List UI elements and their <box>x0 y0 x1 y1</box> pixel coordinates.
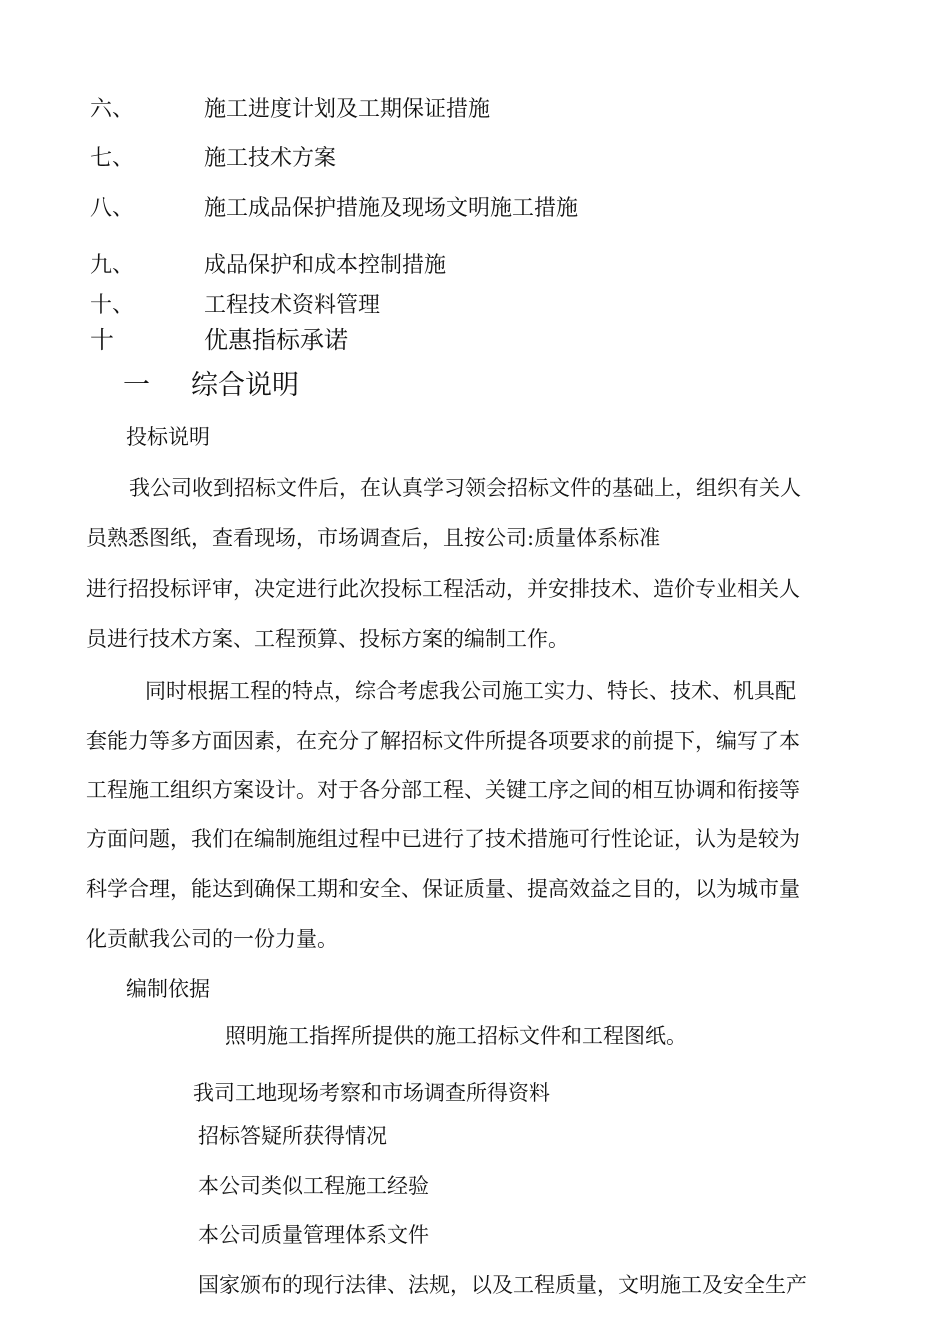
basis-item: 招标答疑所获得情况 <box>198 1124 387 1148</box>
paragraph-line: 工程施工组织方案设计。对于各分部工程、关键工序之间的相互协调和衔接等 <box>86 778 800 802</box>
toc-title: 施工进度计划及工期保证措施 <box>204 97 491 122</box>
toc-title: 优惠指标承诺 <box>204 326 348 354</box>
paragraph-line: 套能力等多方面因素，在充分了解招标文件所提各项要求的前提下，编写了本 <box>86 729 800 753</box>
toc-title: 施工技术方案 <box>204 146 337 171</box>
subheading-basis: 编制依据 <box>126 977 210 1001</box>
basis-item: 国家颁布的现行法律、法规，以及工程质量，文明施工及安全生产 <box>198 1273 807 1297</box>
toc-number: 六、 <box>90 97 135 122</box>
section-number: 一 <box>123 370 150 401</box>
toc-number: 十、 <box>90 293 135 318</box>
toc-title: 工程技术资料管理 <box>204 293 381 318</box>
paragraph-line: 科学合理，能达到确保工期和安全、保证质量、提高效益之目的，以为城市量 <box>86 877 800 901</box>
basis-item: 本公司质量管理体系文件 <box>198 1223 429 1247</box>
paragraph-line: 化贡献我公司的一份力量。 <box>86 927 338 951</box>
toc-number: 八、 <box>90 196 135 221</box>
paragraph-line: 我公司收到招标文件后，在认真学习领会招标文件的基础上，组织有关人 <box>129 476 801 500</box>
toc-number: 七、 <box>90 146 135 171</box>
toc-title: 成品保护和成本控制措施 <box>204 253 447 278</box>
toc-number: 九、 <box>90 253 135 278</box>
toc-number: 十 <box>90 326 114 354</box>
paragraph-line: 员熟悉图纸，查看现场，市场调查后，且按公司:质量体系标准 <box>86 526 661 550</box>
paragraph-line: 方面问题，我们在编制施组过程中已进行了技术措施可行性论证，认为是较为 <box>86 827 800 851</box>
subheading-bid-notes: 投标说明 <box>126 425 210 449</box>
basis-item: 本公司类似工程施工经验 <box>198 1174 429 1198</box>
paragraph-line: 同时根据工程的特点，综合考虑我公司施工实力、特长、技术、机具配 <box>145 679 796 703</box>
section-title: 综合说明 <box>191 370 299 401</box>
basis-item: 我司工地现场考察和市场调查所得资料 <box>193 1081 550 1105</box>
paragraph-line: 员进行技术方案、工程预算、投标方案的编制工作。 <box>86 627 569 651</box>
paragraph-line: 进行招投标评审，决定进行此次投标工程活动，并安排技术、造价专业相关人 <box>86 577 800 601</box>
basis-item: 照明施工指挥所提供的施工招标文件和工程图纸。 <box>225 1024 687 1048</box>
toc-title: 施工成品保护措施及现场文明施工措施 <box>204 196 579 221</box>
